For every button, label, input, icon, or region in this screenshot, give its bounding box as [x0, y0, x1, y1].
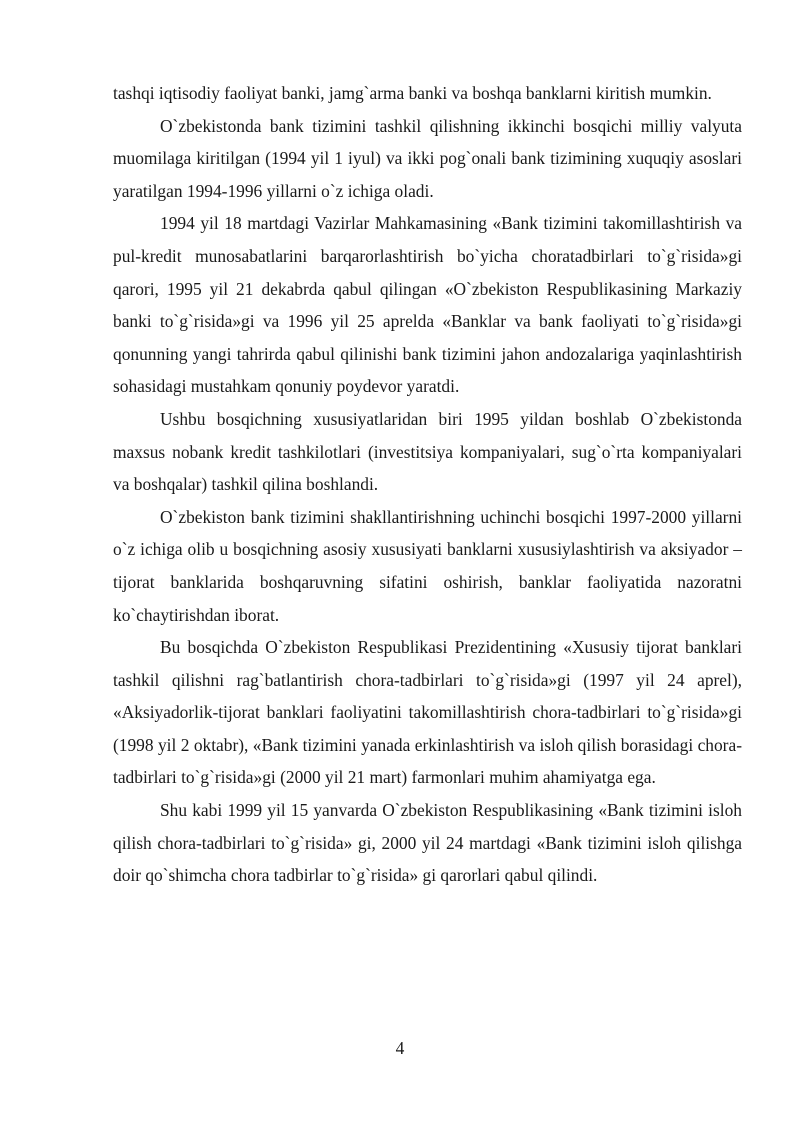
document-body — [113, 77, 742, 892]
paragraph: Bu bosqichda O`zbekiston Respublikasi Prezidentining «Xususiy tijorat banklari tashkil qilishni rag`batlantirish chora-tadbirlari to`g`risida»gi (1997 yil 24 aprel), «Aksiyadorlik-tijorat banklari faoliyatini takomillashtirish chora-tadbirlari to`g`risida»gi (1998 yil 2 oktabr), «Bank tizimini yanada erkinlashtirish va isloh qilish borasidagi chora-tadbirlari to`g`risida»gi (2000 yil 21 mart) farmonlari muhim ahamiyatga ega. — [113, 637, 742, 788]
paragraph: Shu kabi 1999 yil 15 yanvarda O`zbekiston Respublikasining «Bank tizimini isloh qilish chora-tadbirlari to`g`risida» gi, 2000 yil 24 martdagi «Bank tizimini isloh qilishga doir qo`shimcha chora tadbirlar to`g`risida» gi qarorlari qabul qilindi. — [113, 800, 742, 886]
paragraph: 1994 yil 18 martdagi Vazirlar Mahkamasining «Bank tizimini takomillashtirish va pul-kredit munosabatlarini barqarorlashtirish bo`yicha choratadbirlari to`g`risida»gi qarori, 1995 yil 21 dekabrda qabul qilingan «O`zbekiston Respublikasining Markaziy banki to`g`risida»gi va 1996 yil 25 aprelda «Banklar va bank faoliyati to`g`risida»gi qonunning yangi tahrirda qabul qilinishi bank tizimini jahon andozalariga yaqinlashtirish sohasidagi mustahkam qonuniy poydevor yaratdi. — [113, 213, 742, 397]
paragraph: O`zbekiston bank tizimini shakllantirishning uchinchi bosqichi 1997-2000 yillarni o`z ichiga olib u bosqichning asosiy xususiyati banklarni xususiylashtirish va aksiyador – tijorat banklarida boshqaruvning sifatini oshirish, banklar faoliyatida nazoratni ko`chaytirishdan iborat. — [113, 506, 742, 625]
paragraph: Ushbu bosqichning xususiyatlaridan biri 1995 yildan boshlab O`zbekistonda maxsus nobank kredit tashkilotlari (investitsiya kompaniyalari, sug`o`rta kompaniyalari va boshqalar) tashkil qilina boshlandi. — [113, 408, 742, 495]
paragraph: O`zbekistonda bank tizimini tashkil qilishning ikkinchi bosqichi milliy valyuta muomilaga kiritilgan (1994 yil 1 iyul) va ikki pog`onali bank tizimining xuquqiy asoslari yaratilgan 1994-1996 yillarni o`z ichiga oladi. — [113, 115, 742, 201]
page-number: 4 — [395, 1038, 405, 1058]
paragraph-continuation: tashqi iqtisodiy faoliyat banki, jamg`arma banki va boshqa banklarni kiritish mumkin. — [113, 83, 712, 103]
